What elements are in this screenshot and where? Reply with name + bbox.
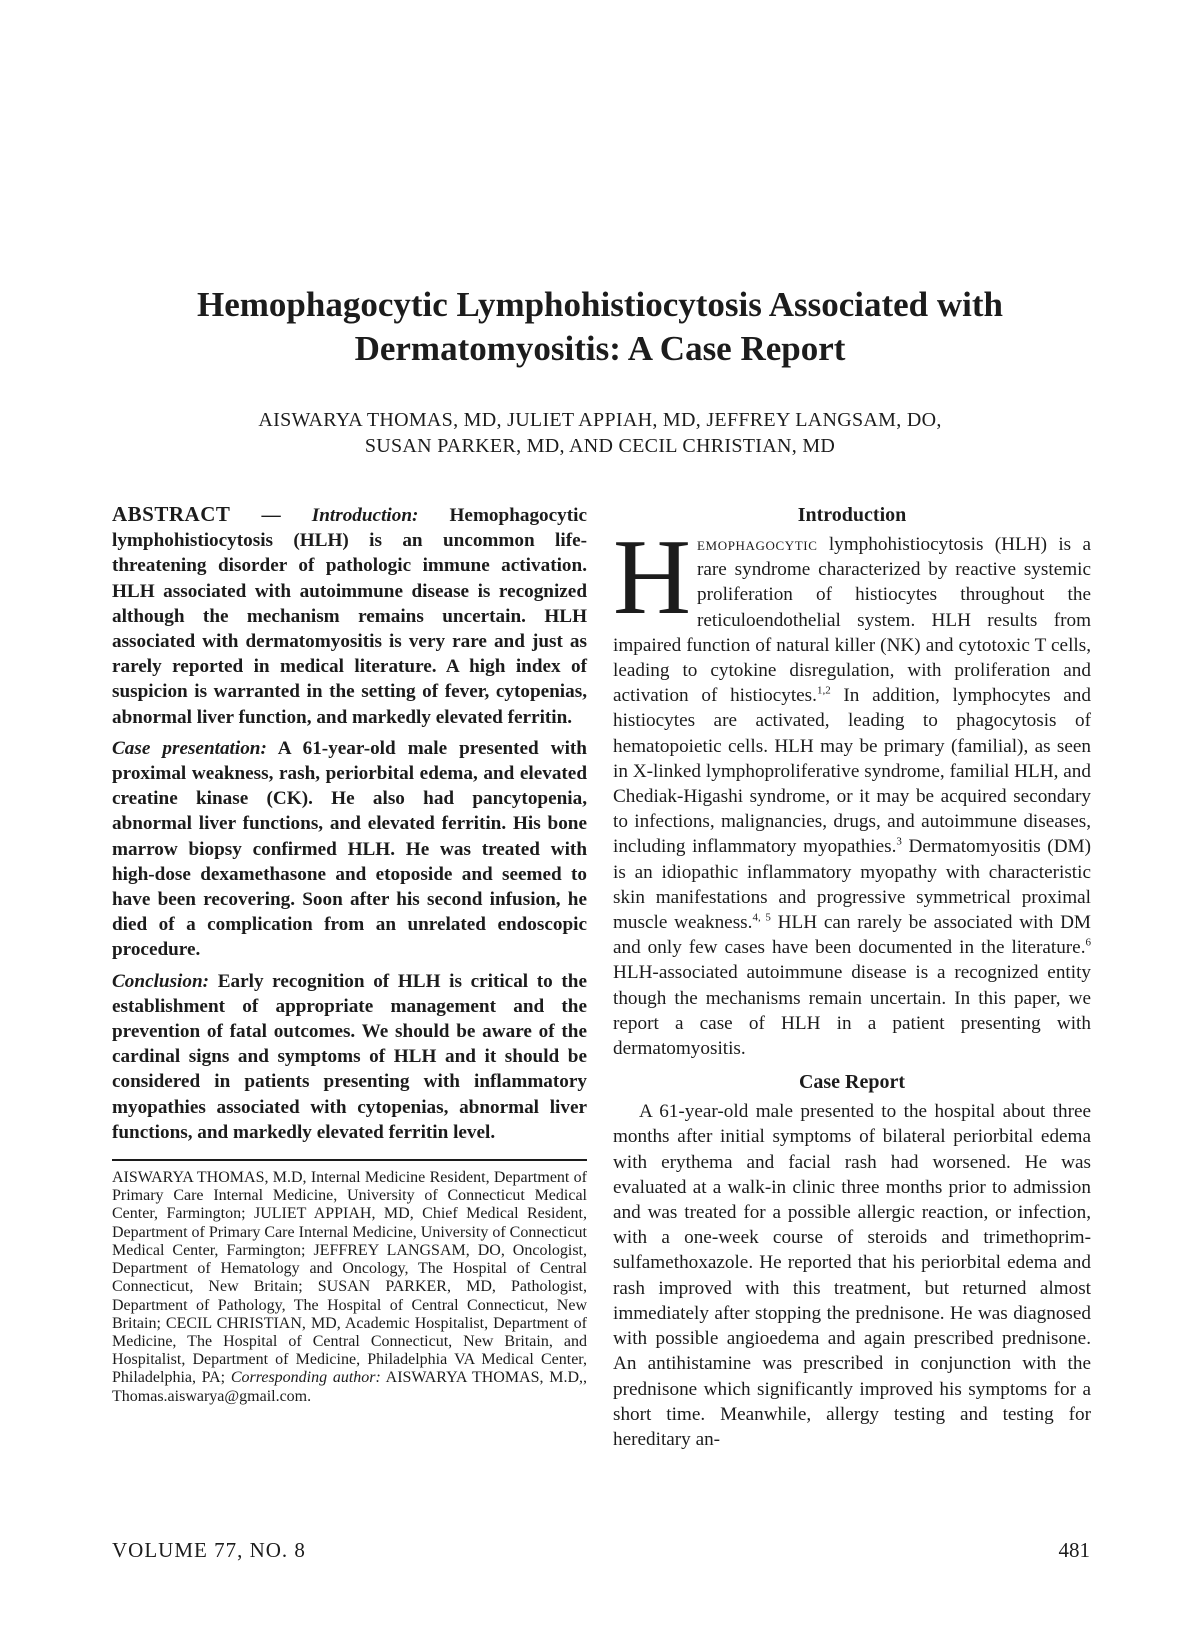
author-affiliations <box>112 1169 587 1406</box>
intro-text-4: HLH can rarely be associated with DM and only few cases have been documented in the literature. <box>613 912 1091 959</box>
introduction-paragraph <box>613 518 1091 1061</box>
drop-cap: H <box>613 518 691 637</box>
intro-text-1: lymphohistiocytosis (HLH) is a rare syndrome characterized by reactive systemic proliferation of histiocytes throughout the reticuloendothelial system. HLH results from impaired function of natural killer (NK) and cytotoxic T cells, leading to cytokine disregulation, with proliferation and activation of histiocytes. <box>613 534 1091 707</box>
abstract-case-text: A 61-year-old male presented with proximal weakness, rash, periorbital edema, and elevated creatine kinase (CK). He also had pancytopenia, abnormal liver functions, and elevated ferritin. His bone marrow biopsy confirmed HLH. He was treated with high-dose dexamethasone and etoposide and seemed to have been recovering. Soon after his second infusion, he died of a complication from an unrelated endoscopic procedure. <box>112 737 587 961</box>
footnote-divider <box>112 1159 587 1161</box>
abstract-conclusion-label: Conclusion: <box>112 970 210 992</box>
reference-1-2: 1,2 <box>816 684 831 697</box>
abstract-intro-label: Introduction: <box>311 505 419 526</box>
right-column <box>613 502 1091 1456</box>
abstract-case-label: Case presentation: <box>112 737 267 759</box>
page-title <box>100 283 1100 371</box>
abstract-dash: — <box>230 505 312 526</box>
title-line-1: Hemophagocytic Lymphohistiocytosis Associated with <box>196 285 1003 324</box>
volume-label: VOLUME 77, NO. 8 <box>112 1538 306 1562</box>
reference-6: 6 <box>1085 936 1091 949</box>
abstract-introduction <box>112 502 587 730</box>
corresponding-author-label: Corresponding author: <box>230 1369 381 1387</box>
reference-4-5: 4, 5 <box>752 911 771 924</box>
case-report-paragraph: A 61-year-old male presented to the hospital about three months after initial symptoms of bilateral periorbital edema with erythema and facial rash had worsened. He was evaluated at a walk-in clinic three months prior to admission and was treated for a possible allergic reaction, or infection, with a one-week course of steroids and trimethoprim-sulfamethoxazole. He reported that his periorbital edema and rash improved with this treatment, but returned almost immediately after stopping the prednisone. He was diagnosed with possible angioedema and again prescribed prednisone. An antihistamine was prescribed in conjunction with the prednisone which significantly improved his symptoms for a short time. Meanwhile, allergy testing and testing for hereditary an- <box>613 1101 1091 1450</box>
introduction-heading: Introduction <box>797 504 907 526</box>
intro-text-3: Dermatomyositis (DM) is an idiopathic inflammatory myopathy with characteristic skin manifestations and progressive symmetrical proximal muscle weakness. <box>613 836 1091 934</box>
abstract-intro-text: Hemophagocytic lymphohistiocytosis (HLH) is an uncommon life-threatening disorder of pathologic immune activation. HLH associated with autoimmune disease is recognized although the mechanism remains uncertain. HLH associated with dermatomyositis is very rare and just as rarely reported in medical literature. A high index of suspicion is warranted in the setting of fever, cytopenias, abnormal liver function, and markedly elevated ferritin. <box>112 505 587 728</box>
intro-text-5: HLH-associated autoimmune disease is a recognized entity though the mechanisms remain uncertain. In this paper, we report a case of HLH in a patient presenting with dermatomyositis. <box>613 962 1091 1060</box>
corresponding-author-text: AISWARYA THOMAS, M.D,, Thomas.aiswarya@gmail.com. <box>112 1369 588 1405</box>
intro-smallcaps-word: emophagocytic <box>697 534 818 555</box>
abstract-case-presentation <box>112 736 587 963</box>
abstract-label: ABSTRACT <box>112 502 231 526</box>
abstract-conclusion <box>112 969 587 1145</box>
left-column <box>112 502 587 1406</box>
affiliations-text: AISWARYA THOMAS, M.D, Internal Medicine Resident, Department of Primary Care Internal Medicine, University of Connecticut Medical Center, Farmington; JULIET APPIAH, MD, Chief Medical Resident, Department of Primary Care Internal Medicine, University of Connecticut Medical Center, Farmington; JEFFREY LANGSAM, DO, Oncologist, Department of Hematology and Oncology, The Hospital of Central Connecticut, New Britain; SUSAN PARKER, MD, Pathologist, Department of Pathology, The Hospital of Central Connecticut, New Britain; CECIL CHRISTIAN, MD, Academic Hospitalist, Department of Medicine, The Hospital of Central Connecticut, New Britain, and Hospitalist, Department of Medicine, Philadelphia VA Medical Center, Philadelphia, PA; <box>112 1169 587 1387</box>
abstract-conclusion-text: Early recognition of HLH is critical to the establishment of appropriate management and the prevention of fatal outcomes. We should be aware of the cardinal signs and symptoms of HLH and it should be considered in patients presenting with inflammatory myopathies associated with cytopenias, abnormal liver functions, and markedly elevated ferritin level. <box>112 970 587 1143</box>
case-report-heading: Case Report <box>798 1071 906 1094</box>
authors-line-1: AISWARYA THOMAS, MD, JULIET APPIAH, MD, JEFFREY LANGSAM, DO, <box>258 409 942 431</box>
title-line-2: Dermatomyositis: A Case Report <box>354 329 846 368</box>
intro-text-2: In addition, lymphocytes and histiocytes are activated, leading to phagocytosis of hematopoietic cells. HLH may be primary (familial), as seen in X-linked lymphoproliferative syndrome, familial HLH, and Chediak-Higashi syndrome, or it may be acquired secondary to infections, malignancies, drugs, and autoimmune diseases, including inflammatory myopathies. <box>613 685 1091 858</box>
author-list <box>100 407 1100 459</box>
authors-line-2: SUSAN PARKER, MD, AND CECIL CHRISTIAN, MD <box>364 435 836 457</box>
page-number: 481 <box>1058 1538 1090 1562</box>
reference-3: 3 <box>896 836 902 849</box>
